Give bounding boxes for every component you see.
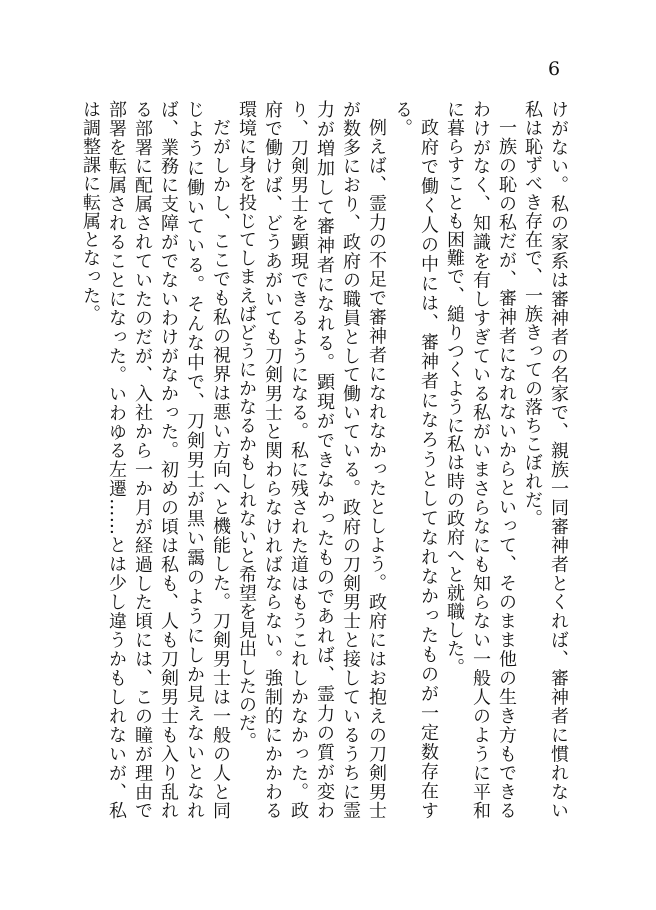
paragraph-4: 例えば、霊力の不足で審神者になれなかったとしよう。政府にはお抱えの刀剣男士が数多におり、政府の職員として働いている。政府の刀剣男士と接しているうちに霊力が増加して審神者になれる。顕現ができなかったものであれば、霊力の質が変わり、刀剣男士を顕現できるようになる。私に残された道はもうこれしかなかった。政府で働けば、どうあがいても刀剣男士と関わらなければならない。強制的にかかわる環境に身を投じてしまえばどうにかなるかもしれないと希望を見出したのだ。 (236, 100, 387, 820)
paragraph-2: 一族の恥の私だが、審神者になれないからといって、そのまま他の生き方もできるわけがなく、知識を有しすぎている私がいまさらなにも知らない一般人のように平和に暮らすことも困難で、縋りつくように私は時の政府へと就職した。 (444, 100, 517, 820)
paragraph-3: 政府で働く人の中には、審神者になろうとしてなれなかったものが一定数存在する。 (392, 100, 439, 820)
page-number: 6 (548, 58, 561, 80)
paragraph-5: だがしかし、ここでも私の視界は悪い方向へと機能した。刀剣男士は一般の人と同じように働いている。そんな中で、刀剣男士が黒い靄のようにしか見えないとなれば、業務に支障がでないわけがなかった。初めの頃は私も、人も刀剣男士も入り乱れる部署に配属されていたのだが、入社から一か月が経過した頃には、この瞳が理由で部署を転属されることになった。いわゆる左遷……とは少し違うかもしれないが、私は調整課に転属となった。 (80, 100, 231, 820)
paragraph-1: けがない。私の家系は審神者の名家で、親族一同審神者とくれば、審神者に慣れない私は恥ずべき存在で、一族きっての落ちこぼれだ。 (522, 100, 569, 820)
vertical-body-text (77, 100, 571, 820)
